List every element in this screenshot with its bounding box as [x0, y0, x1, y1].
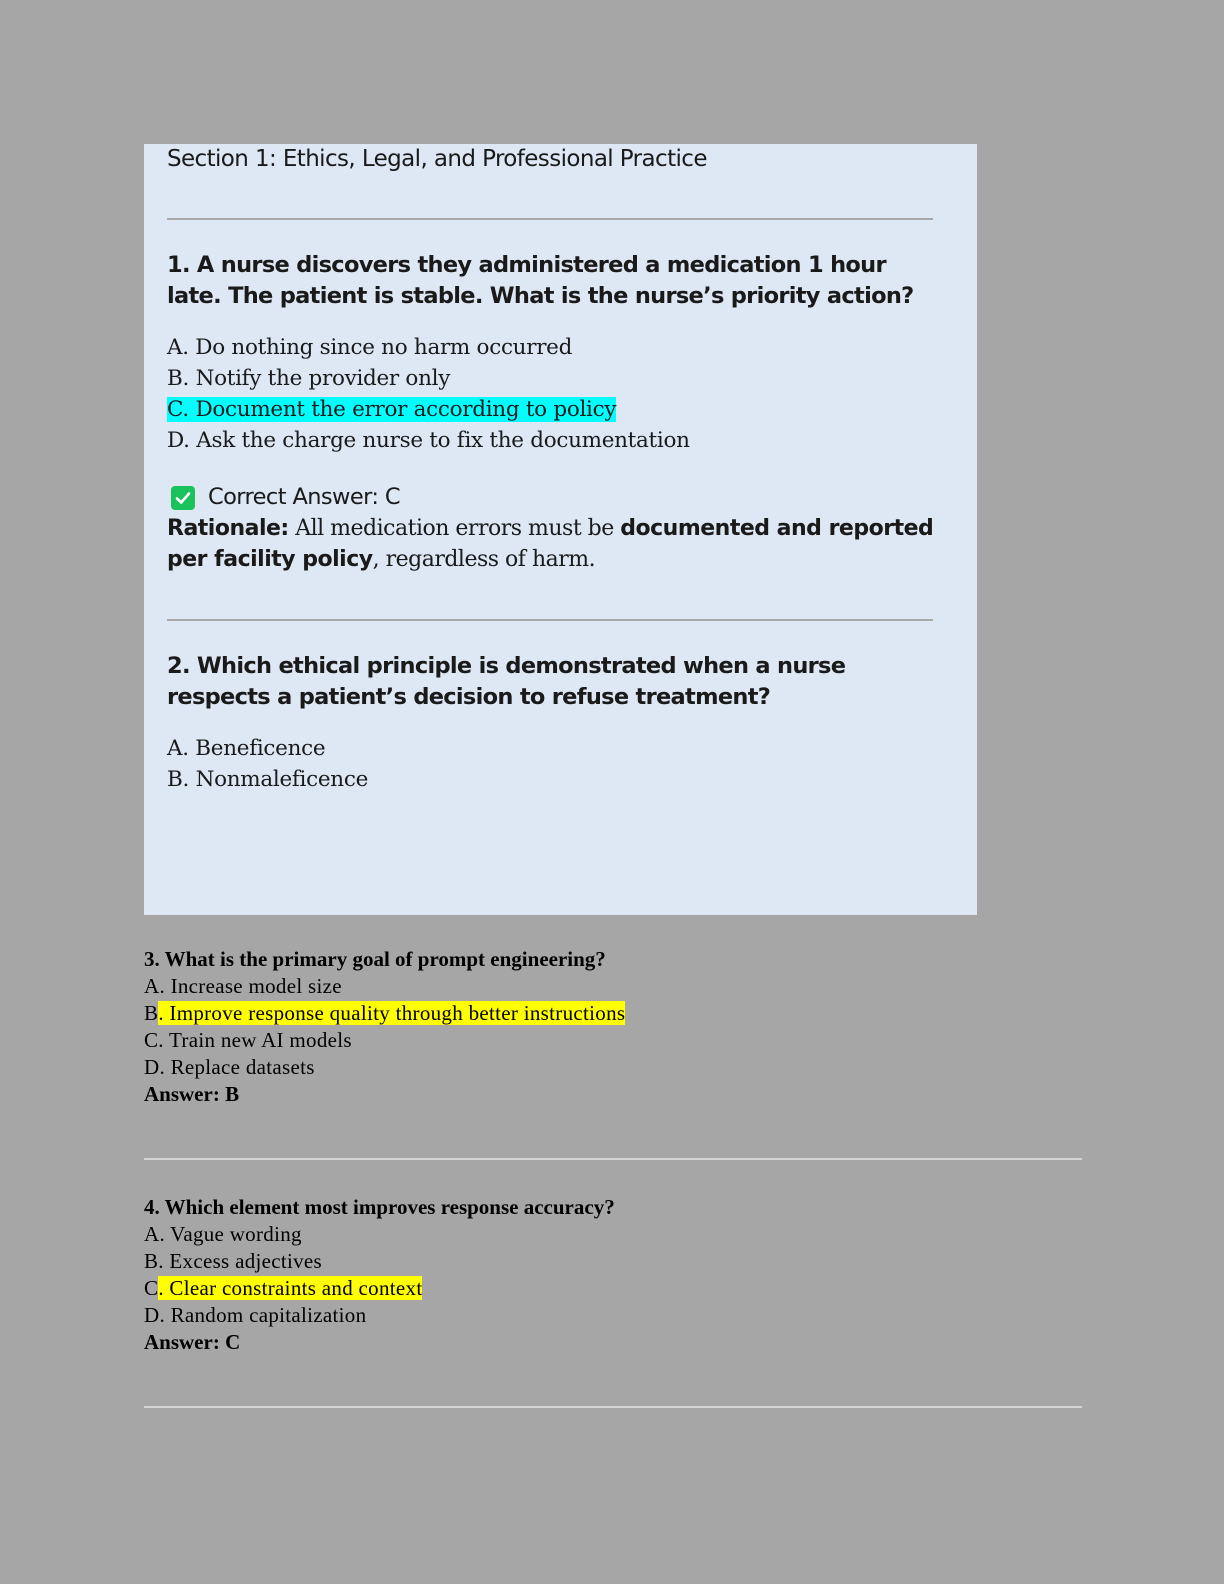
q1-correct-answer-text: Correct Answer: C: [208, 484, 400, 510]
q4-option-a: A. Vague wording: [144, 1222, 302, 1246]
section-title: Section 1: Ethics, Legal, and Professional Practice: [167, 146, 707, 172]
question-card: [144, 144, 977, 915]
q1-correct-answer: [171, 482, 400, 513]
q3-answer: Answer: B: [144, 1082, 240, 1106]
q3-option-d: D. Replace datasets: [144, 1055, 315, 1079]
q3-option-b: [144, 1000, 625, 1027]
q4-option-b: B. Excess adjectives: [144, 1249, 323, 1273]
question-3-text: 3. What is the primary goal of prompt engineering?: [144, 947, 606, 971]
q4-answer: Answer: C: [144, 1330, 241, 1354]
question-4-text: 4. Which element most improves response accuracy?: [144, 1195, 615, 1219]
question-2-text: 2. Which ethical principle is demonstrated when a nurse respects a patient’s decision to refuse treatment?: [167, 653, 846, 710]
rationale-bold: documented and reported per facility policy: [167, 516, 934, 572]
q1-option-c-highlight: C. Document the error according to policy: [167, 397, 617, 422]
q3-option-c: C. Train new AI models: [144, 1028, 352, 1052]
q3-option-a: A. Increase model size: [144, 974, 342, 998]
divider: [144, 1158, 1082, 1160]
rationale-part1: All medication errors must be: [288, 516, 621, 541]
q3-option-b-letter: B: [144, 1001, 159, 1025]
q1-option-d: D. Ask the charge nurse to fix the documentation: [167, 428, 690, 453]
divider: [167, 218, 933, 220]
q1-option-c: [167, 394, 616, 425]
q1-option-a: A. Do nothing since no harm occurred: [167, 335, 573, 360]
q4-option-d: D. Random capitalization: [144, 1303, 367, 1327]
q2-option-a: A. Beneficence: [167, 736, 326, 761]
rationale-part2: , regardless of harm.: [372, 547, 596, 572]
q4-option-c: [144, 1275, 422, 1302]
q1-rationale: [167, 513, 937, 575]
q4-option-c-highlight: . Clear constraints and context: [158, 1276, 423, 1300]
q4-option-c-letter: C: [144, 1276, 159, 1300]
divider: [144, 1406, 1082, 1408]
check-icon: [171, 486, 195, 510]
rationale-label: Rationale:: [167, 516, 289, 541]
q2-option-b: B. Nonmaleficence: [167, 767, 368, 792]
question-1-text: 1. A nurse discovers they administered a medication 1 hour late. The patient is stable. What is the nurse’s priority action?: [167, 252, 914, 309]
q1-option-b: B. Notify the provider only: [167, 366, 451, 391]
q3-option-b-highlight: . Improve response quality through better instructions: [158, 1001, 626, 1025]
divider: [167, 619, 933, 621]
